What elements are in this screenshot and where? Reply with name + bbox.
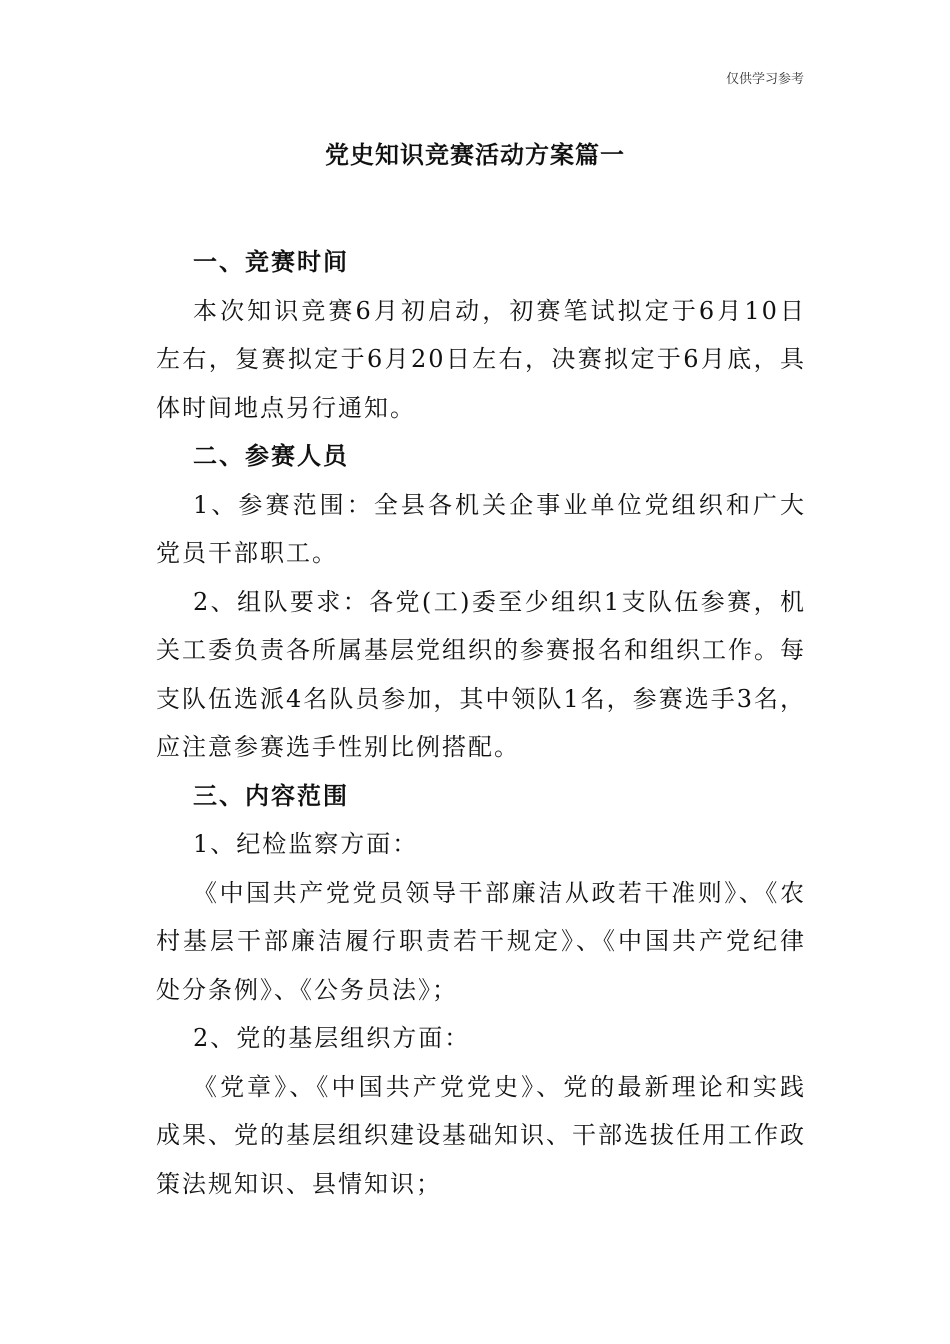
document-title: 党史知识竞赛活动方案篇一: [325, 141, 625, 169]
document-body: [156, 238, 806, 1208]
paragraph-discipline-list: 《中国共产党党员领导干部廉洁从政若干准则》、《农村基层干部廉洁履行职责若干规定》、《中国共产党纪律处分条例》、《公务员法》；: [156, 878, 806, 1004]
paragraph-grassroots-heading: 2、党的基层组织方面：: [193, 1024, 471, 1052]
section-heading-content: 三、内容范围: [193, 781, 349, 810]
paragraph-team-requirements: 2、组队要求：各党(工)委至少组织1支队伍参赛，机关工委负责各所属基层党组织的参赛报名和组织工作。每支队伍选派4名队员参加，其中领队1名，参赛选手3名，应注意参赛选手性别比例搭配。: [156, 587, 806, 761]
section-heading-time: 一、竞赛时间: [193, 248, 349, 276]
paragraph-grassroots-list: 《党章》、《中国共产党党史》、党的最新理论和实践成果、党的基层组织建设基础知识、干部选拔任用工作政策法规知识、县情知识；: [156, 1072, 806, 1198]
section-heading-participants: 二、参赛人员: [193, 442, 349, 470]
paragraph-discipline-heading: 1、纪检监察方面：: [193, 830, 419, 858]
paragraph-time: 本次知识竞赛6月初启动，初赛笔试拟定于6月10日左右，复赛拟定于6月20日左右，决赛拟定于6月底，具体时间地点另行通知。: [156, 296, 806, 422]
header-note: 仅供学习参考: [725, 72, 804, 87]
paragraph-scope: 1、参赛范围：全县各机关企事业单位党组织和广大党员干部职工。: [156, 490, 806, 567]
